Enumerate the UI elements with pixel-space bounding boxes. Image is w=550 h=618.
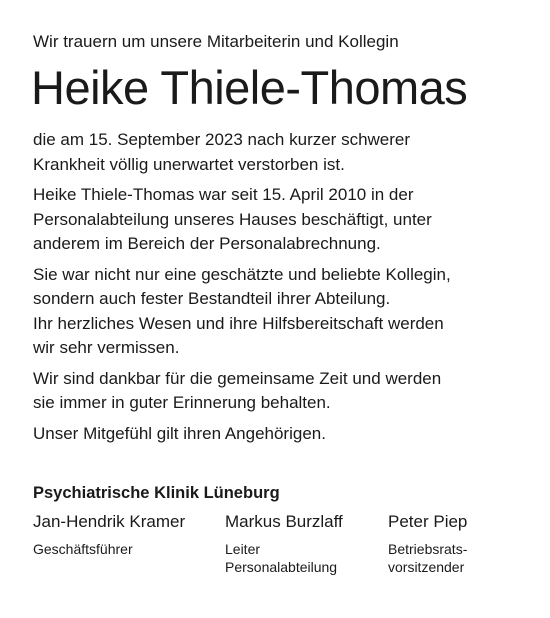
text-line: sie immer in guter Erinnerung behalten. bbox=[33, 393, 331, 412]
text-line: sondern auch fester Bestandteil ihrer Abteilung. bbox=[33, 289, 391, 308]
signatories bbox=[33, 510, 550, 580]
signer-name: Jan-Hendrik Kramer bbox=[33, 512, 186, 531]
text-line: anderem im Bereich der Personalabrechnung. bbox=[33, 234, 381, 253]
role-line: Leiter bbox=[225, 541, 261, 557]
signer-managing-director bbox=[33, 510, 185, 558]
message-body bbox=[33, 128, 550, 446]
paragraph-death-notice bbox=[33, 128, 550, 177]
organization-name: Psychiatrische Klinik Lüneburg bbox=[33, 484, 280, 502]
text-line: die am 15. September 2023 nach kurzer schwerer bbox=[33, 130, 411, 149]
text-line: Krankheit völlig unerwartet verstorben ist. bbox=[33, 154, 345, 174]
role-line: Geschäftsführer bbox=[33, 541, 133, 557]
signer-hr-head bbox=[225, 510, 343, 576]
intro-line: Wir trauern um unsere Mitarbeiterin und Kollegin bbox=[33, 32, 399, 51]
role-line: vorsitzender bbox=[388, 559, 465, 575]
text-line: Wir sind dankbar für die gemeinsame Zeit und werden bbox=[33, 368, 442, 388]
signer-name: Markus Burzlaff bbox=[225, 512, 343, 531]
signer-role bbox=[388, 540, 467, 576]
text-line: wir sehr vermissen. bbox=[33, 338, 180, 357]
deceased-name: Heike Thiele-Thomas bbox=[31, 61, 468, 114]
role-line: Personalabteilung bbox=[225, 559, 338, 575]
paragraph-tribute bbox=[33, 263, 550, 361]
text-line: Heike Thiele-Thomas war seit 15. April 2010 in der bbox=[33, 185, 414, 204]
paragraph-condolence bbox=[33, 422, 550, 447]
text-line: Unser Mitgefühl gilt ihren Angehörigen. bbox=[33, 423, 326, 443]
role-line: Betriebsrats- bbox=[388, 541, 468, 557]
text-line: Ihr herzliches Wesen und ihre Hilfsbereitschaft werden bbox=[33, 313, 444, 333]
signer-name: Peter Piep bbox=[388, 512, 468, 531]
paragraph-employment bbox=[33, 183, 550, 257]
text-line: Personalabteilung unseres Hauses beschäftigt, unter bbox=[33, 209, 432, 229]
signer-works-council bbox=[388, 510, 467, 576]
text-line: Sie war nicht nur eine geschätzte und beliebte Kollegin, bbox=[33, 264, 451, 284]
paragraph-gratitude bbox=[33, 367, 550, 416]
signer-role bbox=[33, 540, 185, 558]
signer-role bbox=[225, 540, 343, 576]
